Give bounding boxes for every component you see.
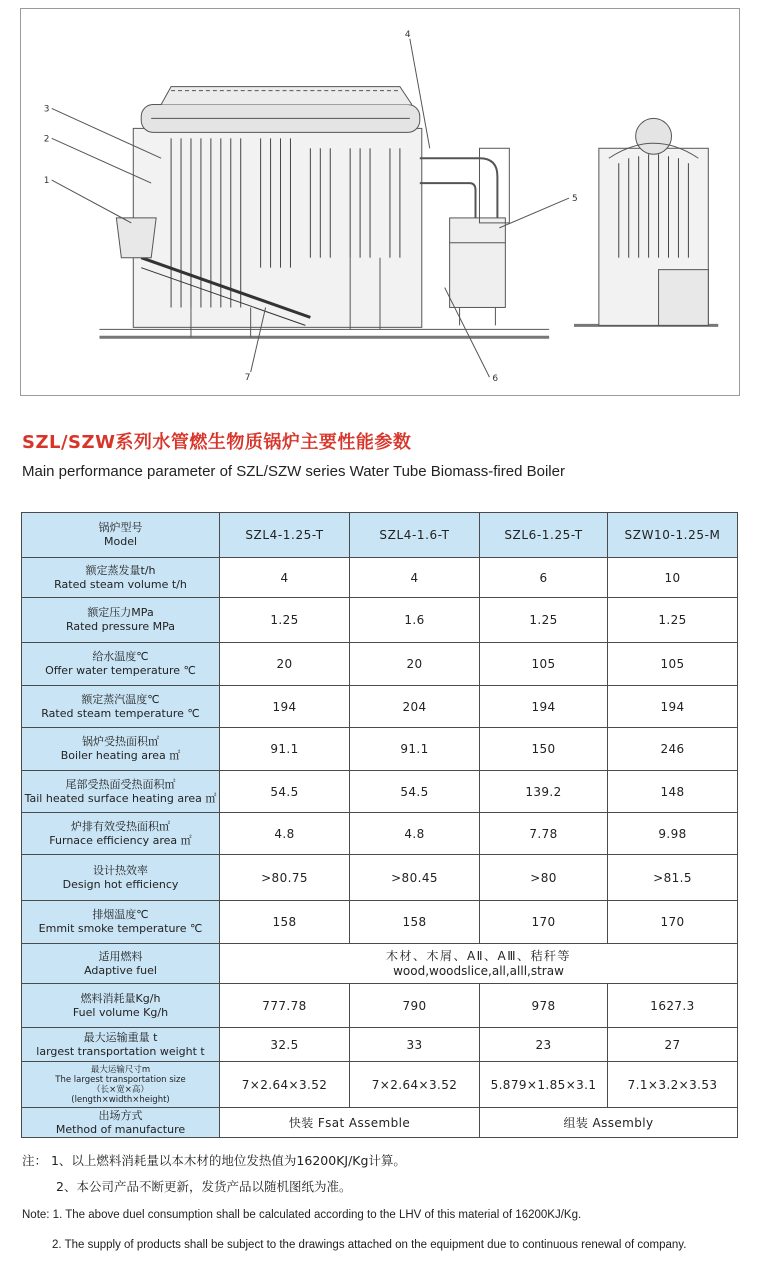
cell: 204: [350, 686, 480, 728]
table-row: [22, 728, 738, 771]
note-cn-1: 注： 1、以上燃料消耗量以本木材的地位发热值为16200KJ/Kg计算。: [22, 1153, 406, 1168]
table-row-fuel: [22, 944, 738, 984]
cell: 33: [350, 1028, 480, 1062]
table-row: [22, 643, 738, 686]
callout-4: 4: [404, 29, 411, 40]
row-label: 锅炉受热面积㎡ Boiler heating area ㎡: [22, 728, 220, 771]
cell: 32.5: [220, 1028, 350, 1062]
cell: 1627.3: [608, 984, 738, 1028]
cell: 6: [480, 558, 608, 598]
table-row: [22, 901, 738, 944]
cell: 7×2.64×3.52: [220, 1062, 350, 1108]
callout-2: 2: [43, 134, 50, 145]
callout-5: 5: [572, 194, 578, 205]
row-label: 尾部受热面受热面积㎡ Tail heated surface heating area ㎡: [22, 771, 220, 813]
table-row: [22, 855, 738, 901]
boiler-drawing: [20, 8, 740, 396]
notes-cn: [22, 1148, 406, 1200]
cell: 20: [350, 643, 480, 686]
table-row-manufacture: [22, 1108, 738, 1138]
cell: 1.25: [480, 598, 608, 643]
cell: 158: [220, 901, 350, 944]
table-row: [22, 686, 738, 728]
cell: 7.1×3.2×3.53: [608, 1062, 738, 1108]
cell: 194: [480, 686, 608, 728]
table-row: [22, 771, 738, 813]
cell: 组装 Assembly: [480, 1108, 738, 1138]
table-row: [22, 598, 738, 643]
cell: 978: [480, 984, 608, 1028]
note-en-1: Note: 1. The above duel consumption shall be calculated according to the LHV of this material of 16200KJ/Kg.: [22, 1209, 582, 1221]
cell: 10: [608, 558, 738, 598]
note-en-2: 2. The supply of products shall be subject to the drawings attached on the equipment due to continuous renewal of company.: [52, 1239, 687, 1251]
table-row: [22, 984, 738, 1028]
row-label: 适用燃料 Adaptive fuel: [22, 944, 220, 984]
row-label: 最大运输尺寸m The largest transportation size （长×宽×高） (length×width×height): [22, 1062, 220, 1108]
row-label: 锅炉型号 Model: [22, 513, 220, 558]
callout-6: 6: [492, 374, 499, 385]
table-row-size: [22, 1062, 738, 1108]
model-3: SZL6-1.25-T: [480, 513, 608, 558]
cell: 105: [480, 643, 608, 686]
cell: 快装 Fsat Assemble: [220, 1108, 480, 1138]
cell: 170: [480, 901, 608, 944]
cell: >81.5: [608, 855, 738, 901]
fuel-cell: 木材、木屑、AⅡ、AⅢ、秸秆等 wood,woodslice,all,alll,straw: [220, 944, 738, 984]
cell: 23: [480, 1028, 608, 1062]
cell: 54.5: [220, 771, 350, 813]
model-2: SZL4-1.6-T: [350, 513, 480, 558]
cell: 4: [220, 558, 350, 598]
cell: 91.1: [220, 728, 350, 771]
row-label: 最大运输重量 t largest transportation weight t: [22, 1028, 220, 1062]
cell: 777.78: [220, 984, 350, 1028]
row-label: 设计热效率 Design hot efficiency: [22, 855, 220, 901]
callout-1: 1: [43, 176, 50, 187]
cell: 246: [608, 728, 738, 771]
cell: 4.8: [220, 813, 350, 855]
cell: 158: [350, 901, 480, 944]
cell: 1.25: [220, 598, 350, 643]
cell: 139.2: [480, 771, 608, 813]
cell: 20: [220, 643, 350, 686]
cell: 91.1: [350, 728, 480, 771]
table-row: [22, 1028, 738, 1062]
row-label: 额定压力MPa Rated pressure MPa: [22, 598, 220, 643]
model-4: SZW10-1.25-M: [608, 513, 738, 558]
row-label: 出场方式 Method of manufacture: [22, 1108, 220, 1138]
row-label: 排烟温度℃ Emmit smoke temperature ℃: [22, 901, 220, 944]
row-label: 炉排有效受热面积㎡ Furnace efficiency area ㎡: [22, 813, 220, 855]
table-row: [22, 813, 738, 855]
cell: 194: [608, 686, 738, 728]
cell: 790: [350, 984, 480, 1028]
callout-7: 7: [244, 373, 251, 384]
cell: 194: [220, 686, 350, 728]
cell: 150: [480, 728, 608, 771]
cell: >80: [480, 855, 608, 901]
cell: >80.75: [220, 855, 350, 901]
cell: 4: [350, 558, 480, 598]
row-label: 给水温度℃ Offer water temperature ℃: [22, 643, 220, 686]
note-cn-2: 2、本公司产品不断更新，发货产品以随机图纸为准。: [56, 1179, 352, 1194]
cell: 5.879×1.85×3.1: [480, 1062, 608, 1108]
title-cn: SZL/SZW系列水管燃生物质锅炉主要性能参数: [22, 432, 412, 453]
cell: 54.5: [350, 771, 480, 813]
row-label: 额定蒸发量t/h Rated steam volume t/h: [22, 558, 220, 598]
cell: 170: [608, 901, 738, 944]
cell: 105: [608, 643, 738, 686]
row-label: 燃料消耗量Kg/h Fuel volume Kg/h: [22, 984, 220, 1028]
cell: 7.78: [480, 813, 608, 855]
table-row-model: [22, 513, 738, 558]
table-row: [22, 558, 738, 598]
row-label: 额定蒸汽温度℃ Rated steam temperature ℃: [22, 686, 220, 728]
spec-table: [21, 512, 738, 1138]
callout-3: 3: [43, 104, 50, 115]
boiler-drawing-svg: [21, 9, 739, 395]
cell: 148: [608, 771, 738, 813]
cell: 1.6: [350, 598, 480, 643]
title-en: Main performance parameter of SZL/SZW series Water Tube Biomass-fired Boiler: [22, 463, 565, 480]
cell: 4.8: [350, 813, 480, 855]
cell: 7×2.64×3.52: [350, 1062, 480, 1108]
cell: 9.98: [608, 813, 738, 855]
notes-en: [22, 1200, 686, 1260]
cell: 27: [608, 1028, 738, 1062]
model-1: SZL4-1.25-T: [220, 513, 350, 558]
cell: 1.25: [608, 598, 738, 643]
cell: >80.45: [350, 855, 480, 901]
